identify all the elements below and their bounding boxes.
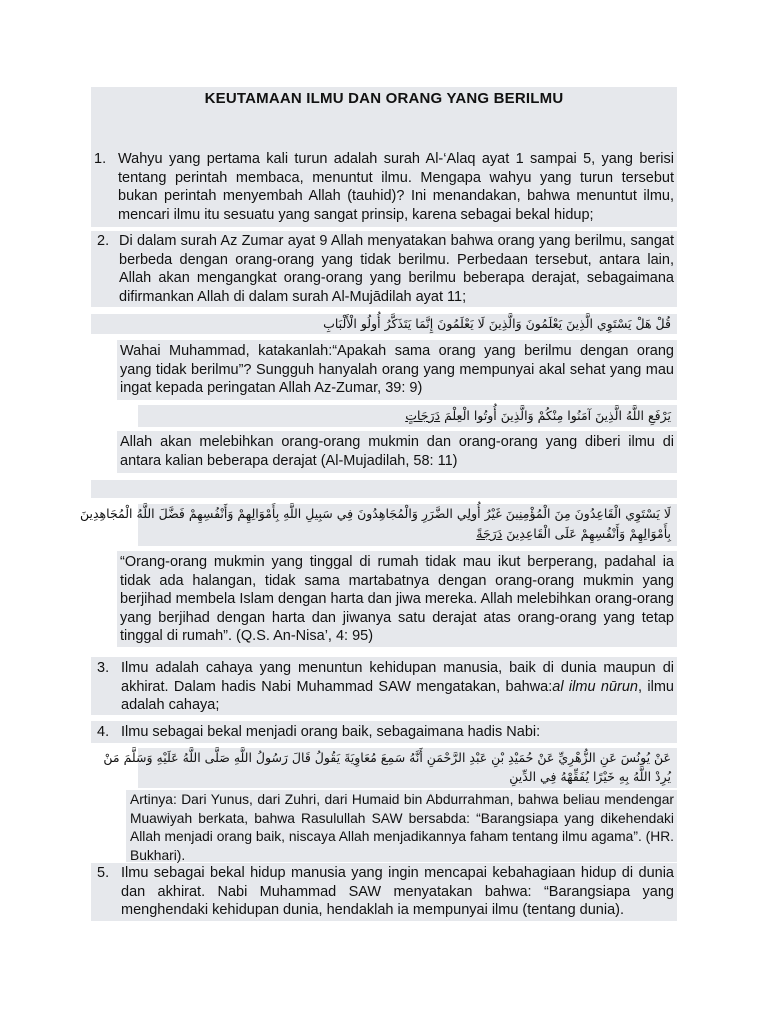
page-title: KEUTAMAAN ILMU DAN ORANG YANG BERILMU <box>204 90 564 107</box>
arabic-quote-mujadilah-text: يَرْفَعِ اللَّهُ الَّذِينَ آمَنُوا مِنْكُمْ وَالَّذِينَ أُوتُوا الْعِلْمَ <box>444 408 671 423</box>
arabic-quote-mujadilah-underlined: دَرَجَاتٍ <box>405 408 441 423</box>
item-text: Wahyu yang pertama kali turun adalah surah Al-‘Alaq ayat 1 sampai 5, yang berisi tentang perintah membaca, menuntut ilmu. Mengapa wahyu yang turun tersebut bukan perintah menyembah Allah (tauhid)? Ini menandakan, bahwa menuntut ilmu, mencari ilmu itu sesuatu yang sangat prinsip, karena sebagai bekal hidup; <box>118 151 674 223</box>
list-item-2 <box>97 232 674 306</box>
list-item-4 <box>97 723 674 742</box>
arabic-hadith-block <box>103 748 677 788</box>
translation-nisa: “Orang-orang mukmin yang tinggal di rumah tidak mau ikut berperang, padahal ia tidak ada halangan, tidak sama martabatnya dengan orang-orang mukmin yang berjihad membela Islam dengan harta dan jiwa mereka. Allah melebihkan orang-orang yang berjihad dengan harta dan jiwanya satu derajat atas orang-orang yang tetap tinggal di rumah”. (Q.S. An-Nisa’, 4: 95) <box>120 554 674 645</box>
item-number: 2. <box>97 233 110 249</box>
arabic-quote-zumar: قُلْ هَلْ يَسْتَوِي الَّذِينَ يَعْلَمُونَ وَالَّذِينَ لَا يَعْلَمُونَ إِنَّمَا يَتَذَكَّرُ أُولُو الْأَلْبَابِ <box>323 316 671 331</box>
arabic-quote-nisa-line1: لَا يَسْتَوِي الْقَاعِدُونَ مِنَ الْمُؤْمِنِينَ غَيْرُ أُولِي الضَّرَرِ وَالْمُجَاهِدُونَ فِي سَبِيلِ اللَّهِ بِأَمْوَالِهِمْ وَأَنْفُسِهِمْ فَضَّلَ اللَّهُ الْمُجَاهِدِينَ <box>80 506 671 521</box>
arabic-quote-nisa-line2-text: بِأَمْوَالِهِمْ وَأَنْفُسِهِمْ عَلَى الْقَاعِدِينَ <box>506 526 671 541</box>
hadith-translation: Artinya: Dari Yunus, dari Zuhri, dari Humaid bin Abdurrahman, bahwa beliau mendengar Muawiyah berkata, bahwa Rasulullah SAW bersabda: “Barangsiapa yang dikehendaki Allah menjadi orang baik, niscaya Allah menjadikannya faham tentang ilmu agama”. (HR. Bukhari). <box>130 792 674 863</box>
item-text-italic: al ilmu nūrun <box>552 678 638 695</box>
arabic-quote-zumar-block <box>91 314 677 334</box>
item-text: Di dalam surah Az Zumar ayat 9 Allah menyatakan bahwa orang yang berilmu, sangat berbeda dengan orang-orang yang tidak berilmu. Perbedaan tersebut, antara lain, Allah akan mengangkat orang-orang yang berilmu beberapa derajat, sebagaimana difirmankan Allah di dalam surah Al-Mujādilah ayat 11; <box>119 233 674 305</box>
arabic-quote-mujadilah-block <box>138 405 677 427</box>
list-item-1 <box>94 150 674 224</box>
translation-mujadilah: Allah akan melebihkan orang-orang mukmin dan orang-orang yang diberi ilmu di antara kalian beberapa derajat (Al-Mujadilah, 58: 11) <box>120 434 674 469</box>
item-text: Ilmu adalah cahaya yang menuntun kehidupan manusia, baik di dunia maupun di akhirat. Dalam hadis Nabi Muhammad SAW mengatakan, bahwa: <box>121 660 674 695</box>
arabic-quote-nisa-line2 <box>141 524 671 544</box>
arabic-hadith-line1: عَنْ يُونُسَ عَنِ الزُّهْرِيِّ عَنْ حُمَيْدِ بْنِ عَبْدِ الرَّحْمَنِ أَنَّهُ سَمِعَ مُعَاوِيَةَ يَقُولُ قَالَ رَسُولُ اللَّهِ صَلَّى اللَّهُ عَلَيْهِ وَسَلَّمَ مَنْ <box>103 750 671 765</box>
item-number: 3. <box>97 660 110 676</box>
item-text: Ilmu sebagai bekal hidup manusia yang ingin mencapai kebahagiaan hidup di dunia dan akhirat. Nabi Muhammad SAW menyatakan bahwa: “Barangsiapa yang menghendaki kehidupan dunia, hendaklah ia mempunyai ilmu (tentang dunia). <box>121 865 674 919</box>
list-item-5 <box>97 864 674 920</box>
arabic-quote-nisa-block <box>80 504 677 546</box>
item-text-tail: , ilmu adalah cahaya; <box>121 678 674 714</box>
item-text: Ilmu sebagai bekal menjadi orang baik, sebagaimana hadis Nabi: <box>121 724 541 740</box>
item-number: 1. <box>94 151 107 167</box>
arabic-quote-mujadilah <box>151 406 671 426</box>
item-number: 4. <box>97 724 110 740</box>
item-number: 5. <box>97 865 110 881</box>
translation-zumar: Wahai Muhammad, katakanlah:“Apakah sama orang yang berilmu dengan orang yang tidak berilmu”? Sungguh hanyalah orang yang mempunyai akal sehat yang mau ingat kepada peringatan Allah Az-Zumar, 39: 9) <box>120 343 674 397</box>
spacer-band <box>91 480 677 498</box>
arabic-hadith-line2: يُرِدْ اللَّهُ بِهِ خَيْرًا يُفَقِّهْهُ فِي الدِّينِ <box>509 769 671 784</box>
list-item-3 <box>97 659 674 715</box>
arabic-quote-nisa-underlined: دَرَجَةً <box>476 526 503 541</box>
